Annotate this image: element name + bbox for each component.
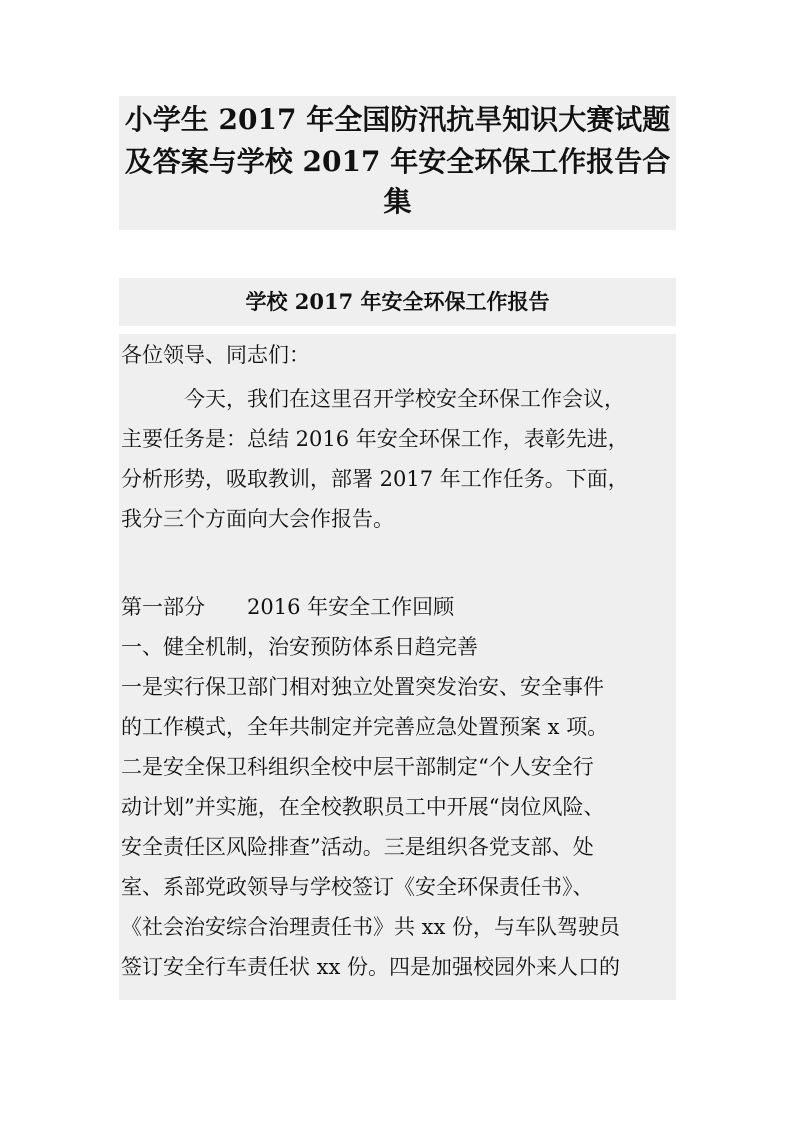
section-title-block	[119, 278, 676, 326]
document-title-line-3: 集	[383, 185, 412, 218]
document-title-block	[119, 96, 676, 230]
body-line-salutation: 各位领导、同志们：	[121, 343, 310, 367]
section-title: 学校 2017 年安全环保工作报告	[245, 289, 550, 314]
body-line: 我分三个方面向大会作报告。	[121, 507, 394, 531]
body-line: 今天，我们在这里召开学校安全环保工作会议，	[121, 387, 625, 411]
body-line: 签订安全行车责任状 xx 份。四是加强校园外来人口的	[121, 955, 621, 979]
body-line: 的工作模式，全年共制定并完善应急处置预案 x 项。	[121, 715, 609, 739]
document-title-line-2: 及答案与学校 2017 年安全环保工作报告合	[124, 145, 671, 178]
body-line: 动计划”并实施，在全校教职员工中开展“岗位风险、	[121, 795, 605, 819]
body-line: 分析形势，吸取教训，部署 2017 年工作任务。下面，	[121, 467, 629, 491]
body-line: 《社会治安综合治理责任书》共 xx 份，与车队驾驶员	[121, 915, 621, 939]
body-line: 安全责任区风险排查”活动。三是组织各党支部、处	[121, 835, 594, 859]
body-line: 室、系部党政领导与学校签订《安全环保责任书》、	[121, 875, 594, 899]
section-heading-part-one: 第一部分 2016 年安全工作回顾	[121, 595, 455, 619]
section-heading-item-one: 一、健全机制，治安预防体系日趋完善	[121, 635, 478, 659]
document-title-line-1: 小学生 2017 年全国防汛抗旱知识大赛试题	[124, 103, 671, 136]
body-text-block	[119, 334, 676, 1000]
body-line: 主要任务是：总结 2016 年安全环保工作，表彰先进，	[121, 427, 629, 451]
body-line: 一是实行保卫部门相对独立处置突发治安、安全事件	[121, 675, 604, 699]
body-line: 二是安全保卫科组织全校中层干部制定“个人安全行	[121, 755, 594, 779]
